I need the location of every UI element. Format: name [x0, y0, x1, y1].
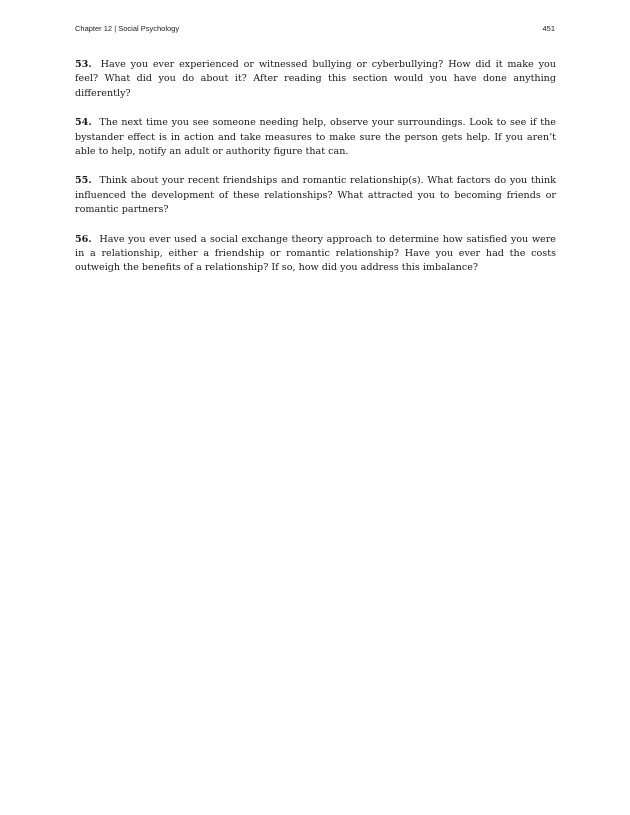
running-header: [75, 24, 555, 38]
question-text: The next time you see someone needing help, observe your surroundings. Look to see if the bystander effect is in action and take measures to make sure the person gets help. If you aren’t able to help, notify an adult or authority figure that can.: [75, 117, 556, 158]
page-number: 451: [542, 24, 555, 33]
question-55: [75, 174, 556, 217]
question-54: [75, 116, 556, 159]
questions-list: [75, 58, 556, 291]
question-number: 54.: [75, 117, 92, 129]
question-text: Have you ever used a social exchange theory approach to determine how satisfied you were in a relationship, either a friendship or romantic relationship? Have you ever had the costs outweigh the benefits of a relationship? If so, how did you address this imbalance?: [75, 233, 556, 274]
question-text: Have you ever experienced or witnessed bullying or cyberbullying? How did it make you feel? What did you do about it? After reading this section would you have done anything differently?: [75, 59, 556, 99]
question-number: 53.: [75, 59, 92, 70]
question-text: Think about your recent friendships and romantic relationship(s). What factors do you think influenced the development of these relationships? What attracted you to becoming friends or romantic partners?: [75, 175, 556, 216]
question-56: [75, 233, 556, 276]
question-number: 55.: [75, 175, 92, 187]
question-number: 56.: [75, 233, 92, 245]
chapter-title: Chapter 12 | Social Psychology: [75, 24, 180, 33]
question-53: [75, 58, 556, 101]
